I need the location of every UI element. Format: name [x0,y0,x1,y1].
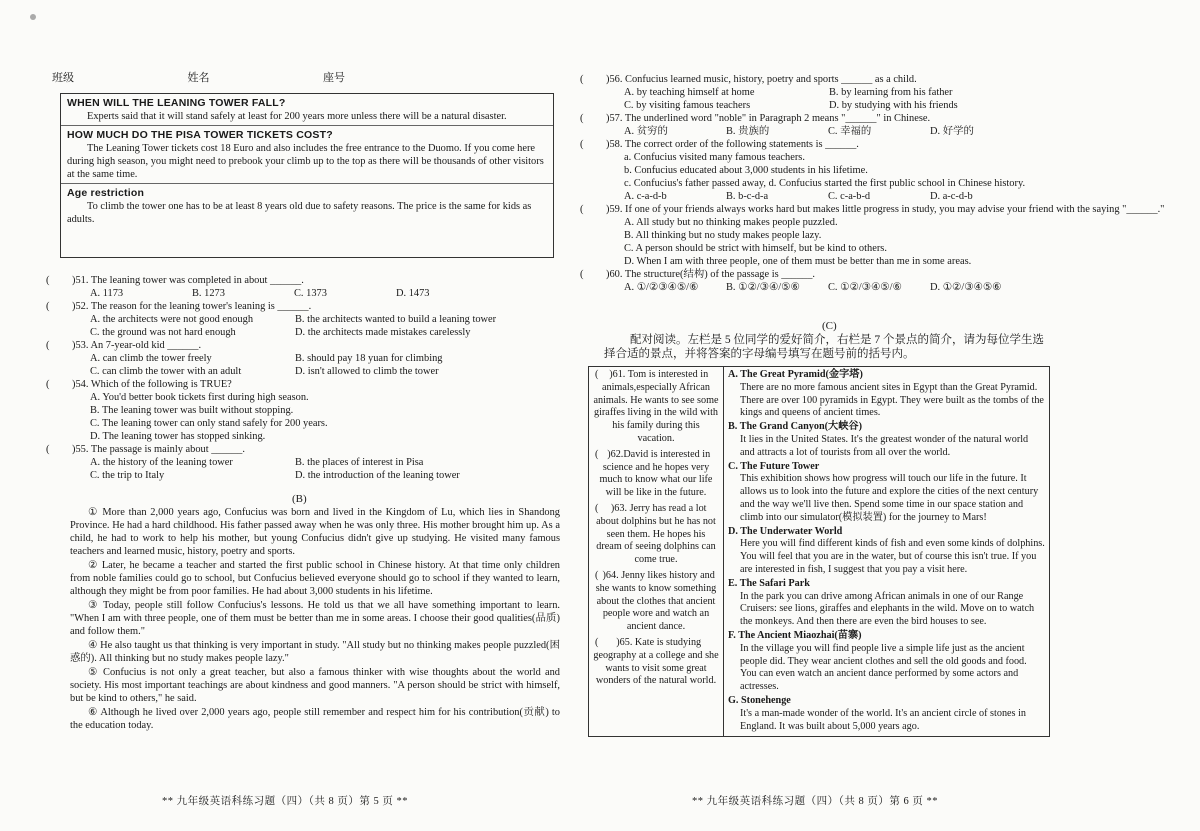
info-section-body: The Leaning Tower tickets cost 18 Euro and also includes the free entrance to the Duomo. If you come here during high season, you might need to prebook your climb up to the top as there will be thousands of other visitors at the same time. [67,143,544,180]
answer-bracket[interactable]: ( [580,113,584,124]
option[interactable]: C. by visiting famous teachers [624,100,751,111]
question-stem-row [580,112,1060,125]
option[interactable]: C. can climb the tower with an adult [90,366,242,377]
answer-bracket[interactable]: ( [46,379,50,390]
sight-item [728,369,1045,420]
sight-item [728,421,1045,459]
sight-title: E. The Safari Park [728,577,810,589]
option[interactable]: A. ①/②③④⑤/⑥ [624,282,699,293]
option[interactable]: b. Confucius educated about 3,000 students in his lifetime. [624,165,868,176]
sight-item [728,461,1045,525]
section-c-label: (C) [822,320,837,332]
option[interactable]: A. You'd better book tickets first during high season. [90,392,309,403]
questions-56-60 [580,73,1165,294]
option[interactable]: A. can climb the tower freely [90,353,212,364]
sight-item [728,578,1045,629]
answer-bracket[interactable]: ( [46,301,50,312]
options-row [580,99,1060,112]
option[interactable]: D. the introduction of the leaning tower [295,470,460,481]
question-stem-row [46,300,576,313]
question-stem: )55. The passage is mainly about ______. [72,444,245,455]
question-stem: )52. The reason for the leaning tower's leaning is ______. [72,301,312,312]
questions-51-55 [46,274,576,482]
question-stem-row [46,378,576,391]
student-description: )61. Tom is interested in animals,especially African animals. He wants to see some giraffes living in the wild with his family during this vacation. [593,369,719,444]
sight-description: This exhibition shows how progress will touch our life in the future. It allows us to look into the future and explore the cities of the next century and the way we'll live then. Spend some time in our space station and climb into our simulator(模拟装置) for the journey to Mars! [740,473,1039,523]
sight-title: B. The Grand Canyon(大峡谷) [728,421,862,433]
options-row [46,365,576,378]
option[interactable]: A. the history of the leaning tower [90,457,233,468]
question-stem-row [580,268,1060,281]
option[interactable]: C. 幸福的 [828,126,872,137]
matching-instructions [604,333,1054,361]
answer-bracket[interactable]: ( [46,340,50,351]
option[interactable]: D. 好学的 [930,126,974,137]
passage-paragraph: ① More than 2,000 years ago, Confucius was born and lived in the Kingdom of Lu, which lies in Shandong Province. He had a hard childhood. His father passed away when he was only three. His mother brought him up. As a child, he had to work to help his mother, but young Confucius didn't give up studying. He visited many famous teachers and learned music, history, poetry and sports. [70,507,560,557]
passage-paragraph: ② Later, he became a teacher and started the first public school in Chinese history. At that time only children from noble families could go to school, but Confucius believed everyone should go to school if they wanted to learn, although they might be from poor families. He had about 3,000 students in his lifetime. [70,560,560,597]
options-row [46,326,576,339]
info-section [61,126,553,184]
passage-b [70,506,560,733]
question-stem-row [580,138,1060,151]
option[interactable]: D. When I am with three people, one of them must be better than me in some areas. [624,256,972,267]
answer-bracket[interactable]: ( [580,269,584,280]
student-description: )65. Kate is studying geography at a college and she wants to visit some great wonders of the natural world. [593,636,719,687]
option[interactable]: C. A person should be strict with himself, but be kind to others. [624,243,887,254]
option[interactable]: D. The leaning tower has stopped sinking. [90,431,266,442]
sight-item [728,630,1045,694]
options-row [46,287,576,300]
sight-title: C. The Future Tower [728,460,820,472]
sights-column [724,367,1050,737]
option[interactable]: C. the ground was not hard enough [90,327,236,338]
answer-bracket[interactable]: ( [580,74,584,85]
passage-paragraph: ④ He also taught us that thinking is very important in study. "All study but no thinking makes people puzzled(困惑的). All thinking but no study makes people lazy." [70,640,560,664]
option[interactable]: B. 1273 [192,288,225,299]
sight-title: G. Stonehenge [728,694,791,706]
sight-title: A. The Great Pyramid(金字塔) [728,369,863,380]
sight-item [728,526,1045,577]
option[interactable]: D. ①②/③④⑤⑥ [930,282,1002,293]
info-section-title: Age restriction [67,187,145,199]
option[interactable]: A. c-a-d-b [624,191,667,202]
students-column [589,367,724,737]
passage-paragraph: ⑤ Confucius is not only a great teacher, but also a famous thinker with wise thoughts about the world and society. His most important teachings are about kindness and good manners. "A person should be strict with himself, but be kind to others," he said. [70,667,560,704]
info-section-body: Experts said that it will stand safely at least for 200 years more unless there will be a natural disaster. [87,111,507,122]
question-stem-row [580,73,1060,86]
passage-paragraph: ③ Today, people still follow Confucius's lessons. He told us that we all have something important to learn. "When I am with three people, one of them must be better than me in some areas. I choose their good qualities(品质) and follow them." [70,600,560,637]
option[interactable]: C. The leaning tower can only stand safely for 200 years. [90,418,328,429]
answer-bracket[interactable]: ( [595,636,599,648]
option[interactable]: D. isn't allowed to climb the tower [295,366,439,377]
answer-bracket[interactable]: ( [46,444,50,455]
option[interactable]: C. ①②/③④⑤/⑥ [828,282,902,293]
options-row [580,190,1060,203]
options-row [46,352,576,365]
option[interactable]: C. 1373 [294,288,327,299]
punch-hole [30,14,36,20]
name-label: 姓名 [187,72,210,84]
options-row [580,125,1060,138]
option[interactable]: B. ①②/③④/⑤⑥ [726,282,800,293]
answer-bracket[interactable]: ( [595,448,599,460]
sight-title: F. The Ancient Miaozhai(苗寨) [728,629,862,641]
option[interactable]: A. 贫穷的 [624,126,668,137]
sight-description: It lies in the United States. It's the greatest wonder of the natural world and attracts a lot of tourists from all over the world. [740,433,1029,458]
option[interactable]: B. by learning from his father [829,87,953,98]
answer-bracket[interactable]: ( [595,369,599,380]
option[interactable]: c. Confucius's father passed away, d. Confucius started the first public school in Chinese history. [624,178,1026,189]
answer-bracket[interactable]: ( [595,569,599,581]
answer-bracket[interactable]: ( [595,502,599,514]
option[interactable]: B. the architects wanted to build a leaning tower [295,314,497,325]
section-b-label: (B) [292,493,307,505]
question-stem: )54. Which of the following is TRUE? [72,379,232,390]
option[interactable]: D. 1473 [396,288,430,299]
student-description: )62.David is interested in science and he hopes very much to know what our life will be like in the future. [599,448,713,499]
question-stem: )59. If one of your friends always works hard but makes little progress in study, you may advise your friend with the saying "______." [606,204,1165,215]
option[interactable]: A. 1173 [90,288,124,299]
options-row [46,469,576,482]
info-section-body: To climb the tower one has to be at least 8 years old due to safety reasons. The price is the same for kids as adults. [67,201,532,225]
option[interactable]: D. by studying with his friends [829,100,958,111]
options-row [580,281,1060,294]
sight-description: There are no more famous ancient sites in Egypt than the Great Pyramid. There are over 100 pyramids in Egypt. They were built as the tombs of the kings and queens of ancient times. [740,381,1044,419]
question-stem: )58. The correct order of the following statements is ______. [606,139,859,150]
option[interactable]: A. the architects were not good enough [90,314,254,325]
option[interactable]: B. b-c-d-a [726,191,769,202]
question-stem-row [46,274,576,287]
question-stem-row [580,203,1165,216]
footer-page-5: ** 九年级英语科练习题（四）（共 8 页）第 5 页 ** [162,796,408,807]
option[interactable]: B. 贵族的 [726,126,770,137]
question-stem: )57. The underlined word "noble" in Paragraph 2 means "______" in Chinese. [606,113,931,124]
sight-description: In the park you can drive among African animals in one of our Range Cruisers: see lions, giraffes and elephants in the wild. Move on to watch the monkeys. And then there are even the bird houses to see. [740,590,1035,628]
answer-bracket[interactable]: ( [580,139,584,150]
footer-page-6: ** 九年级英语科练习题（四）（共 8 页）第 6 页 ** [692,796,938,807]
student-item [593,637,719,688]
option[interactable]: B. the places of interest in Pisa [295,457,424,468]
info-section-title: HOW MUCH DO THE PISA TOWER TICKETS COST? [67,129,333,141]
passage-paragraph: ⑥ Although he lived over 2,000 years ago, people still remember and respect him for his contribution(贡献) to the education today. [70,707,560,731]
option[interactable]: B. The leaning tower was built without stopping. [90,405,294,416]
option[interactable]: B. should pay 18 yuan for climbing [295,353,443,364]
option[interactable]: B. All thinking but no study makes people lazy. [624,230,822,241]
option[interactable]: A. by teaching himself at home [624,87,755,98]
matching-table [588,366,1050,737]
class-label: 班级 [52,72,74,84]
question-stem: )60. The structure(结构) of the passage is ______. [606,269,816,280]
info-section [61,184,553,228]
student-item [593,369,719,446]
options-row [46,313,576,326]
question-stem-row [46,339,576,352]
info-section [61,94,553,126]
sight-description: Here you will find different kinds of fish and even some kinds of dolphins. You will feel that you are in the water, but of course this isn't true. If you are interested in fish, I suggest that you pay a visit here. [740,538,1045,575]
student-item [593,570,719,634]
student-info-header [52,72,379,85]
sight-title: D. The Underwater World [728,525,843,537]
question-stem: )51. The leaning tower was completed in about ______. [72,275,304,286]
info-section-title: WHEN WILL THE LEANING TOWER FALL? [67,97,286,109]
option[interactable]: A. All study but no thinking makes people puzzled. [624,217,838,228]
options-row [46,456,576,469]
student-item [593,449,719,500]
question-stem: )56. Confucius learned music, history, poetry and sports ______ as a child. [606,74,917,85]
sight-description: In the village you will find people live a simple life just as the ancient people did. They wear ancient clothes and sell the old goods and food. You can even watch an ancient dance performed by some actors and actresses. [740,642,1027,693]
answer-bracket[interactable]: ( [46,275,50,286]
seat-label: 座号 [323,72,345,84]
student-description: )63. Jerry has read a lot about dolphins but he has not seen them. He hopes his dream of seeing dolphins can come true. [596,502,716,566]
student-item [593,503,719,567]
question-stem-row [46,443,576,456]
question-stem: )53. An 7-year-old kid ______. [72,340,202,351]
option[interactable]: a. Confucius visited many famous teachers. [624,152,805,163]
option[interactable]: C. the trip to Italy [90,470,165,481]
options-row [580,86,1060,99]
leaning-tower-info-box [60,93,554,258]
option[interactable]: D. a-c-d-b [930,191,973,202]
instructions-text: 配对阅读。左栏是 5 位同学的爱好简介，右栏是 7 个景点的简介，请为每位学生选择合适的景点，并将答案的字母编号填写在题号前的括号内。 [604,334,1044,360]
option[interactable]: C. c-a-b-d [828,191,871,202]
answer-bracket[interactable]: ( [580,204,584,215]
sight-description: It's a man-made wonder of the world. It's an ancient circle of stones in England. It was built about 5,000 years ago. [740,707,1026,732]
option[interactable]: D. the architects made mistakes carelessly [295,327,471,338]
student-description: )64. Jenny likes history and she wants to know something about the clothes that ancient people wore and watch an ancient dance. [595,569,717,633]
sight-item [728,695,1045,733]
